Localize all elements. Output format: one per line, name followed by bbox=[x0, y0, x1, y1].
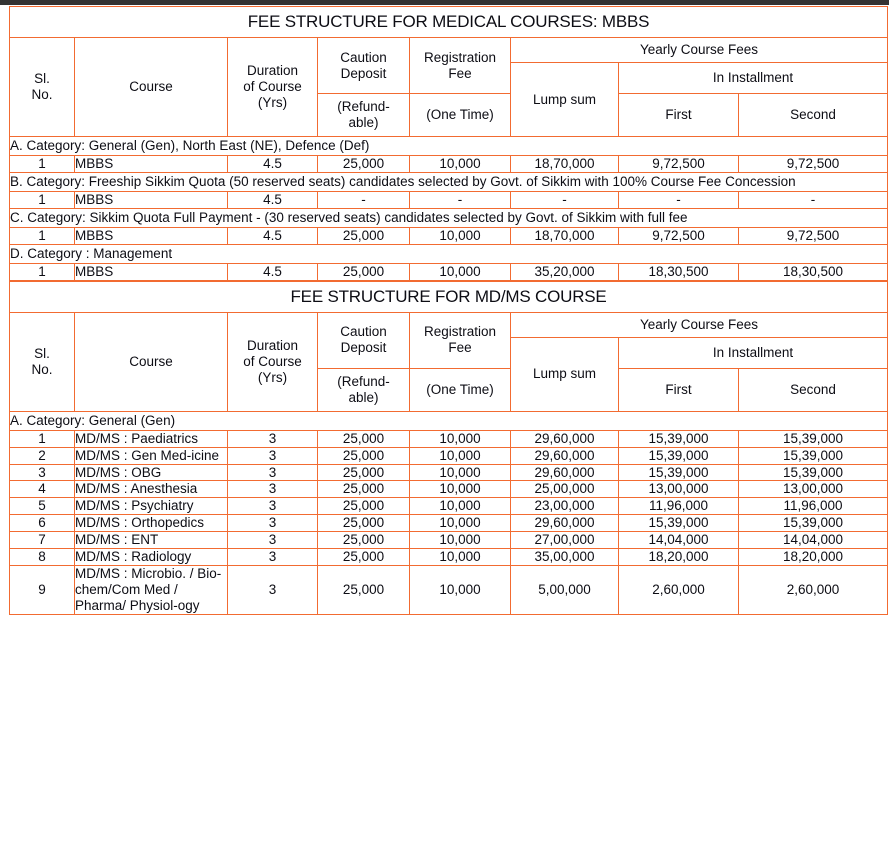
cell-first: 11,96,000 bbox=[619, 498, 739, 515]
cell-first: 14,04,000 bbox=[619, 532, 739, 549]
cell-lump-sum: 29,60,000 bbox=[511, 464, 619, 481]
cell-course: MBBS bbox=[75, 191, 228, 208]
category-row bbox=[10, 411, 888, 430]
cell-caution-deposit: 25,000 bbox=[318, 227, 410, 244]
cell-lump-sum: 29,60,000 bbox=[511, 430, 619, 447]
header-first: First bbox=[619, 94, 739, 137]
header-yearly-course-fees: Yearly Course Fees bbox=[511, 312, 888, 337]
cell-caution-deposit: 25,000 bbox=[318, 263, 410, 280]
header-registration-fee bbox=[410, 312, 511, 368]
header-course: Course bbox=[75, 38, 228, 137]
cell-lump-sum: 5,00,000 bbox=[511, 566, 619, 615]
mdms-header-row-1 bbox=[10, 312, 888, 337]
cell-duration: 4.5 bbox=[228, 191, 318, 208]
cell-caution-deposit: 25,000 bbox=[318, 430, 410, 447]
cell-second: 9,72,500 bbox=[739, 156, 888, 173]
mbbs-fee-table bbox=[9, 6, 888, 281]
cell-registration-fee: 10,000 bbox=[410, 549, 511, 566]
cell-sl-no: 4 bbox=[10, 481, 75, 498]
header-caution-deposit bbox=[318, 312, 410, 368]
cell-second: 15,39,000 bbox=[739, 464, 888, 481]
cell-caution-deposit: 25,000 bbox=[318, 566, 410, 615]
cell-second: 11,96,000 bbox=[739, 498, 888, 515]
header-duration-line1: Duration bbox=[246, 337, 299, 353]
cell-first: 15,39,000 bbox=[619, 430, 739, 447]
cell-course: MBBS bbox=[75, 156, 228, 173]
cell-caution-deposit: 25,000 bbox=[318, 515, 410, 532]
cell-duration: 3 bbox=[228, 498, 318, 515]
category-label-b: B. Category: Freeship Sikkim Quota (50 reserved seats) candidates selected by Govt. of Sikkim with 100% Course Fee Concession bbox=[10, 172, 888, 191]
cell-caution-deposit: 25,000 bbox=[318, 156, 410, 173]
cell-course: MD/MS : ENT bbox=[75, 532, 228, 549]
header-refundable-line2: able) bbox=[348, 115, 379, 130]
cell-caution-deposit: 25,000 bbox=[318, 498, 410, 515]
cell-sl-no: 7 bbox=[10, 532, 75, 549]
cell-second: 18,20,000 bbox=[739, 549, 888, 566]
header-course: Course bbox=[75, 312, 228, 411]
header-refundable-line1: (Refund- bbox=[337, 373, 390, 389]
cell-registration-fee: 10,000 bbox=[410, 156, 511, 173]
category-label-d: D. Category : Management bbox=[10, 244, 888, 263]
cell-sl-no: 3 bbox=[10, 464, 75, 481]
cell-course: MD/MS : Orthopedics bbox=[75, 515, 228, 532]
cell-sl-no: 1 bbox=[10, 156, 75, 173]
cell-registration-fee: 10,000 bbox=[410, 447, 511, 464]
table-row bbox=[10, 263, 888, 280]
cell-duration: 3 bbox=[228, 430, 318, 447]
tables-container bbox=[9, 6, 887, 615]
cell-caution-deposit: 25,000 bbox=[318, 549, 410, 566]
cell-registration-fee: 10,000 bbox=[410, 430, 511, 447]
cell-duration: 3 bbox=[228, 447, 318, 464]
header-second: Second bbox=[739, 368, 888, 411]
cell-duration: 3 bbox=[228, 566, 318, 615]
cell-course: MBBS bbox=[75, 227, 228, 244]
header-sl-no-line2: No. bbox=[31, 87, 53, 102]
cell-course: MD/MS : Paediatrics bbox=[75, 430, 228, 447]
cell-second: 15,39,000 bbox=[739, 515, 888, 532]
header-sl-no-line1: Sl. bbox=[34, 71, 50, 87]
table-row bbox=[10, 156, 888, 173]
cell-caution-deposit: 25,000 bbox=[318, 532, 410, 549]
header-lump-sum: Lump sum bbox=[511, 337, 619, 411]
top-dark-strip bbox=[0, 0, 889, 5]
cell-sl-no: 5 bbox=[10, 498, 75, 515]
mdms-fee-table bbox=[9, 281, 888, 615]
cell-lump-sum: 18,70,000 bbox=[511, 156, 619, 173]
cell-second: 14,04,000 bbox=[739, 532, 888, 549]
header-duration-line3: (Yrs) bbox=[257, 94, 288, 110]
table-row bbox=[10, 191, 888, 208]
category-label-a: A. Category: General (Gen), North East (NE), Defence (Def) bbox=[10, 137, 888, 156]
cell-second: 13,00,000 bbox=[739, 481, 888, 498]
cell-second: - bbox=[739, 191, 888, 208]
table-row bbox=[10, 515, 888, 532]
cell-course: MD/MS : Anesthesia bbox=[75, 481, 228, 498]
category-row bbox=[10, 208, 888, 227]
cell-course: MD/MS : OBG bbox=[75, 464, 228, 481]
cell-course: MD/MS : Gen Med-icine bbox=[75, 447, 228, 464]
cell-second: 15,39,000 bbox=[739, 430, 888, 447]
cell-first: 15,39,000 bbox=[619, 464, 739, 481]
cell-registration-fee: 10,000 bbox=[410, 532, 511, 549]
cell-second: 15,39,000 bbox=[739, 447, 888, 464]
cell-sl-no: 2 bbox=[10, 447, 75, 464]
cell-registration-fee: 10,000 bbox=[410, 263, 511, 280]
cell-duration: 3 bbox=[228, 515, 318, 532]
header-sl-no-line1: Sl. bbox=[34, 345, 50, 361]
mdms-table-title: FEE STRUCTURE FOR MD/MS COURSE bbox=[10, 281, 888, 312]
category-label-c: C. Category: Sikkim Quota Full Payment - (30 reserved seats) candidates selected by Govt. of Sikkim with full fee bbox=[10, 208, 888, 227]
cell-first: 9,72,500 bbox=[619, 156, 739, 173]
cell-course: MD/MS : Psychiatry bbox=[75, 498, 228, 515]
cell-registration-fee: 10,000 bbox=[410, 498, 511, 515]
table-row bbox=[10, 532, 888, 549]
cell-duration: 4.5 bbox=[228, 156, 318, 173]
cell-sl-no: 6 bbox=[10, 515, 75, 532]
header-registration-line2: Fee bbox=[448, 65, 472, 81]
cell-course: MD/MS : Microbio. / Bio-chem/Com Med / Pharma/ Physiol-ogy bbox=[75, 566, 228, 615]
cell-sl-no: 8 bbox=[10, 549, 75, 566]
cell-second: 9,72,500 bbox=[739, 227, 888, 244]
cell-lump-sum: 29,60,000 bbox=[511, 447, 619, 464]
header-registration-one-time: (One Time) bbox=[410, 94, 511, 137]
category-label-a: A. Category: General (Gen) bbox=[10, 411, 888, 430]
cell-first: 18,30,500 bbox=[619, 263, 739, 280]
cell-registration-fee: 10,000 bbox=[410, 515, 511, 532]
header-caution-line2: Deposit bbox=[340, 340, 387, 356]
header-duration bbox=[228, 312, 318, 411]
cell-duration: 4.5 bbox=[228, 263, 318, 280]
cell-sl-no: 1 bbox=[10, 430, 75, 447]
cell-course: MBBS bbox=[75, 263, 228, 280]
cell-sl-no: 9 bbox=[10, 566, 75, 615]
table-row bbox=[10, 481, 888, 498]
cell-sl-no: 1 bbox=[10, 191, 75, 208]
cell-second: 2,60,000 bbox=[739, 566, 888, 615]
cell-lump-sum: 35,20,000 bbox=[511, 263, 619, 280]
cell-sl-no: 1 bbox=[10, 227, 75, 244]
cell-registration-fee: - bbox=[410, 191, 511, 208]
cell-lump-sum: 23,00,000 bbox=[511, 498, 619, 515]
header-registration-one-time: (One Time) bbox=[410, 368, 511, 411]
cell-lump-sum: 25,00,000 bbox=[511, 481, 619, 498]
header-first: First bbox=[619, 368, 739, 411]
cell-caution-deposit: 25,000 bbox=[318, 481, 410, 498]
mdms-title-row bbox=[10, 281, 888, 312]
header-sl-no-line2: No. bbox=[31, 361, 53, 377]
header-registration-line1: Registration bbox=[423, 49, 497, 65]
cell-first: 13,00,000 bbox=[619, 481, 739, 498]
header-yearly-course-fees: Yearly Course Fees bbox=[511, 38, 888, 63]
cell-lump-sum: - bbox=[511, 191, 619, 208]
header-registration-line1: Registration bbox=[423, 324, 497, 340]
cell-second: 18,30,500 bbox=[739, 263, 888, 280]
cell-duration: 3 bbox=[228, 481, 318, 498]
header-duration-line2: of Course bbox=[243, 79, 302, 95]
cell-first: - bbox=[619, 191, 739, 208]
header-caution-deposit bbox=[318, 38, 410, 94]
header-sl-no bbox=[10, 312, 75, 411]
header-duration-line3: (Yrs) bbox=[257, 369, 288, 385]
cell-caution-deposit: 25,000 bbox=[318, 447, 410, 464]
cell-duration: 3 bbox=[228, 549, 318, 566]
cell-duration: 3 bbox=[228, 532, 318, 549]
cell-lump-sum: 29,60,000 bbox=[511, 515, 619, 532]
category-row bbox=[10, 137, 888, 156]
header-caution-line2: Deposit bbox=[340, 65, 387, 81]
cell-registration-fee: 10,000 bbox=[410, 481, 511, 498]
cell-sl-no: 1 bbox=[10, 263, 75, 280]
cell-first: 15,39,000 bbox=[619, 515, 739, 532]
mbbs-header-row-1 bbox=[10, 38, 888, 63]
table-row bbox=[10, 227, 888, 244]
mbbs-table-title: FEE STRUCTURE FOR MEDICAL COURSES: MBBS bbox=[10, 7, 888, 38]
cell-registration-fee: 10,000 bbox=[410, 566, 511, 615]
table-row bbox=[10, 498, 888, 515]
cell-lump-sum: 27,00,000 bbox=[511, 532, 619, 549]
cell-first: 2,60,000 bbox=[619, 566, 739, 615]
cell-duration: 4.5 bbox=[228, 227, 318, 244]
cell-caution-deposit: 25,000 bbox=[318, 464, 410, 481]
cell-registration-fee: 10,000 bbox=[410, 227, 511, 244]
header-registration-fee bbox=[410, 38, 511, 94]
header-caution-refundable bbox=[318, 94, 410, 137]
header-refundable-line1: (Refund- bbox=[337, 99, 390, 115]
cell-first: 18,20,000 bbox=[619, 549, 739, 566]
header-second: Second bbox=[739, 94, 888, 137]
mbbs-title-row bbox=[10, 7, 888, 38]
header-sl-no bbox=[10, 38, 75, 137]
table-row bbox=[10, 566, 888, 615]
cell-first: 9,72,500 bbox=[619, 227, 739, 244]
cell-duration: 3 bbox=[228, 464, 318, 481]
cell-lump-sum: 35,00,000 bbox=[511, 549, 619, 566]
cell-registration-fee: 10,000 bbox=[410, 464, 511, 481]
category-row bbox=[10, 172, 888, 191]
cell-caution-deposit: - bbox=[318, 191, 410, 208]
header-caution-line1: Caution bbox=[340, 324, 387, 340]
table-row bbox=[10, 430, 888, 447]
header-duration-line1: Duration bbox=[246, 63, 299, 79]
table-row bbox=[10, 464, 888, 481]
header-refundable-line2: able) bbox=[348, 389, 379, 405]
header-registration-line2: Fee bbox=[448, 340, 472, 356]
category-row bbox=[10, 244, 888, 263]
cell-course: MD/MS : Radiology bbox=[75, 549, 228, 566]
header-duration bbox=[228, 38, 318, 137]
header-duration-line2: of Course bbox=[243, 353, 302, 369]
table-row bbox=[10, 549, 888, 566]
header-caution-line1: Caution bbox=[340, 49, 387, 65]
header-lump-sum: Lump sum bbox=[511, 63, 619, 137]
header-in-installment: In Installment bbox=[619, 337, 888, 368]
header-caution-refundable bbox=[318, 368, 410, 411]
cell-lump-sum: 18,70,000 bbox=[511, 227, 619, 244]
table-row bbox=[10, 447, 888, 464]
cell-first: 15,39,000 bbox=[619, 447, 739, 464]
header-in-installment: In Installment bbox=[619, 63, 888, 94]
